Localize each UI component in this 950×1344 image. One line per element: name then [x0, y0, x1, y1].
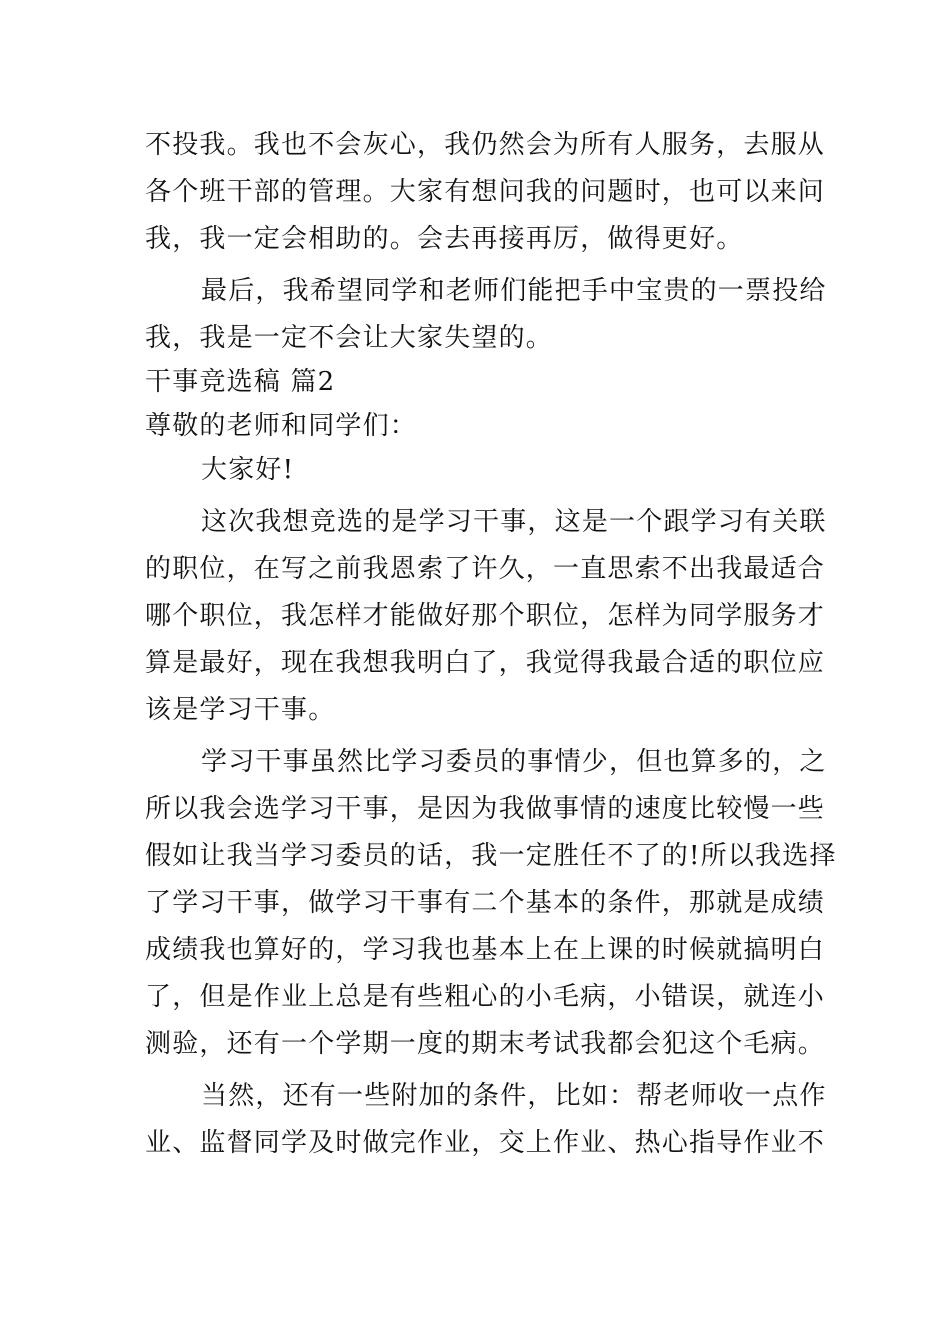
text-line: 学习干事虽然比学习委员的事情少，但也算多的，之 [201, 747, 827, 777]
text-line: 测验，还有一个学期一度的期末考试我都会犯这个毛病。 [145, 1029, 826, 1059]
text-line: 当然，还有一些附加的条件，比如：帮老师收一点作 [201, 1081, 827, 1111]
text-line: 不投我。我也不会灰心，我仍然会为所有人服务，去服从 [145, 130, 826, 160]
text-line: 了学习干事，做学习干事有二个基本的条件，那就是成绩 [145, 888, 826, 918]
text-line: 成绩我也算好的，学习我也基本上在上课的时候就搞明白 [145, 935, 826, 965]
text-line: 这次我想竞选的是学习干事，这是一个跟学习有关联 [201, 507, 827, 537]
greeting: 大家好! [201, 455, 295, 485]
text-line: 业、监督同学及时做完作业，交上作业、热心指导作业不 [145, 1128, 826, 1158]
text-line: 我，我一定会相助的。会去再接再厉，做得更好。 [145, 224, 744, 254]
text-line: 假如让我当学习委员的话，我一定胜任不了的!所以我选择 [145, 841, 837, 871]
document-body [145, 128, 837, 1160]
text-line: 该是学习干事。 [145, 695, 336, 725]
text-line: 最后，我希望同学和老师们能把手中宝贵的一票投给 [201, 276, 827, 306]
section-heading: 干事竞选稿 篇2 [145, 367, 336, 397]
text-line: 所以我会选学习干事，是因为我做事情的速度比较慢一些 [145, 794, 826, 824]
text-line: 哪个职位，我怎样才能做好那个职位，怎样为同学服务才 [145, 601, 826, 631]
text-line: 的职位，在写之前我恩索了许久，一直思索不出我最适合 [145, 554, 826, 584]
text-line: 各个班干部的管理。大家有想问我的问题时，也可以来问 [145, 177, 826, 207]
text-line: 了，但是作业上总是有些粗心的小毛病，小错误，就连小 [145, 982, 826, 1012]
text-line: 我，我是一定不会让大家失望的。 [145, 323, 554, 353]
text-line: 算是最好，现在我想我明白了，我觉得我最合适的职位应 [145, 648, 826, 678]
salutation: 尊敬的老师和同学们： [145, 411, 418, 441]
